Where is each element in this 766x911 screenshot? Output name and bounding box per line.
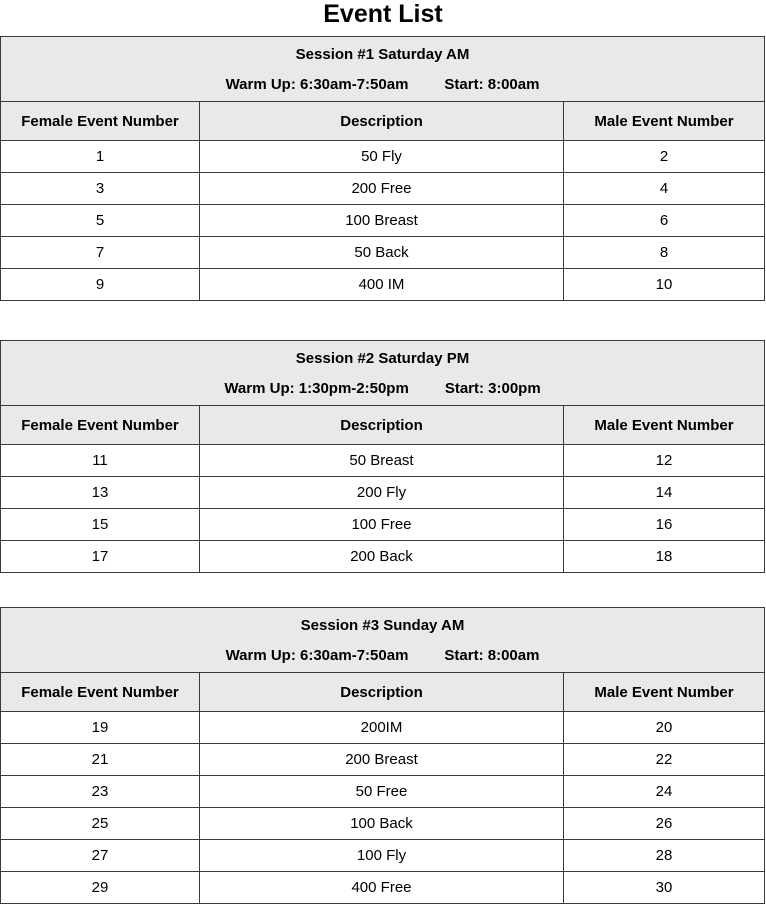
table-row	[1, 141, 765, 173]
event-description: 100 Free	[200, 509, 564, 541]
session-name: Session #1 Saturday AM	[295, 46, 470, 63]
female-event-number: 1	[1, 141, 200, 173]
session-header-row	[1, 341, 765, 406]
warmup-time: Warm Up: 1:30pm-2:50pm	[224, 380, 409, 397]
event-description: 200 Fly	[200, 477, 564, 509]
event-description: 100 Back	[200, 808, 564, 840]
male-event-header: Male Event Number	[564, 102, 765, 141]
male-event-number: 8	[564, 237, 765, 269]
female-event-header: Female Event Number	[1, 406, 200, 445]
event-description: 50 Back	[200, 237, 564, 269]
start-time: Start: 8:00am	[444, 76, 540, 93]
table-row	[1, 477, 765, 509]
female-event-number: 17	[1, 541, 200, 573]
session-name: Session #3 Sunday AM	[300, 617, 465, 634]
male-event-header: Male Event Number	[564, 673, 765, 712]
male-event-number: 18	[564, 541, 765, 573]
female-event-header: Female Event Number	[1, 673, 200, 712]
female-event-header: Female Event Number	[1, 102, 200, 141]
female-event-number: 23	[1, 776, 200, 808]
event-description: 200 Back	[200, 541, 564, 573]
female-event-number: 9	[1, 269, 200, 301]
table-row	[1, 445, 765, 477]
session-times	[1, 70, 764, 100]
description-header: Description	[200, 673, 564, 712]
female-event-number: 13	[1, 477, 200, 509]
session-header	[1, 608, 765, 673]
session-table	[0, 340, 765, 573]
table-row	[1, 509, 765, 541]
table-row	[1, 872, 765, 904]
male-event-number: 24	[564, 776, 765, 808]
session-header	[1, 341, 765, 406]
table-row	[1, 173, 765, 205]
table-row	[1, 712, 765, 744]
event-description: 200 Free	[200, 173, 564, 205]
male-event-number: 30	[564, 872, 765, 904]
event-description: 200IM	[200, 712, 564, 744]
description-header: Description	[200, 102, 564, 141]
session-times	[1, 374, 764, 404]
session-header	[1, 37, 765, 102]
male-event-number: 6	[564, 205, 765, 237]
description-header: Description	[200, 406, 564, 445]
event-description: 200 Breast	[200, 744, 564, 776]
male-event-header: Male Event Number	[564, 406, 765, 445]
column-header-row	[1, 406, 765, 445]
session-header-row	[1, 608, 765, 673]
male-event-number: 4	[564, 173, 765, 205]
female-event-number: 29	[1, 872, 200, 904]
female-event-number: 5	[1, 205, 200, 237]
male-event-number: 20	[564, 712, 765, 744]
table-row	[1, 269, 765, 301]
table-row	[1, 237, 765, 269]
male-event-number: 2	[564, 141, 765, 173]
female-event-number: 15	[1, 509, 200, 541]
male-event-number: 10	[564, 269, 765, 301]
female-event-number: 25	[1, 808, 200, 840]
column-header-row	[1, 673, 765, 712]
page-title: Event List	[323, 0, 443, 28]
column-header-row	[1, 102, 765, 141]
female-event-number: 3	[1, 173, 200, 205]
table-row	[1, 541, 765, 573]
start-time: Start: 3:00pm	[444, 380, 541, 397]
male-event-number: 16	[564, 509, 765, 541]
table-row	[1, 840, 765, 872]
warmup-time: Warm Up: 6:30am-7:50am	[225, 647, 409, 664]
session-table	[0, 607, 765, 904]
table-row	[1, 744, 765, 776]
event-description: 50 Breast	[200, 445, 564, 477]
male-event-number: 14	[564, 477, 765, 509]
event-description: 400 Free	[200, 872, 564, 904]
event-description: 100 Fly	[200, 840, 564, 872]
event-description: 400 IM	[200, 269, 564, 301]
event-description: 50 Fly	[200, 141, 564, 173]
male-event-number: 22	[564, 744, 765, 776]
start-time: Start: 8:00am	[444, 647, 540, 664]
male-event-number: 28	[564, 840, 765, 872]
table-row	[1, 808, 765, 840]
male-event-number: 12	[564, 445, 765, 477]
event-description: 50 Free	[200, 776, 564, 808]
session-times	[1, 641, 764, 671]
female-event-number: 7	[1, 237, 200, 269]
session-name: Session #2 Saturday PM	[295, 350, 470, 367]
female-event-number: 21	[1, 744, 200, 776]
session-table	[0, 36, 765, 301]
event-description: 100 Breast	[200, 205, 564, 237]
table-row	[1, 776, 765, 808]
warmup-time: Warm Up: 6:30am-7:50am	[225, 76, 409, 93]
table-row	[1, 205, 765, 237]
female-event-number: 11	[1, 445, 200, 477]
session-header-row	[1, 37, 765, 102]
female-event-number: 27	[1, 840, 200, 872]
male-event-number: 26	[564, 808, 765, 840]
female-event-number: 19	[1, 712, 200, 744]
